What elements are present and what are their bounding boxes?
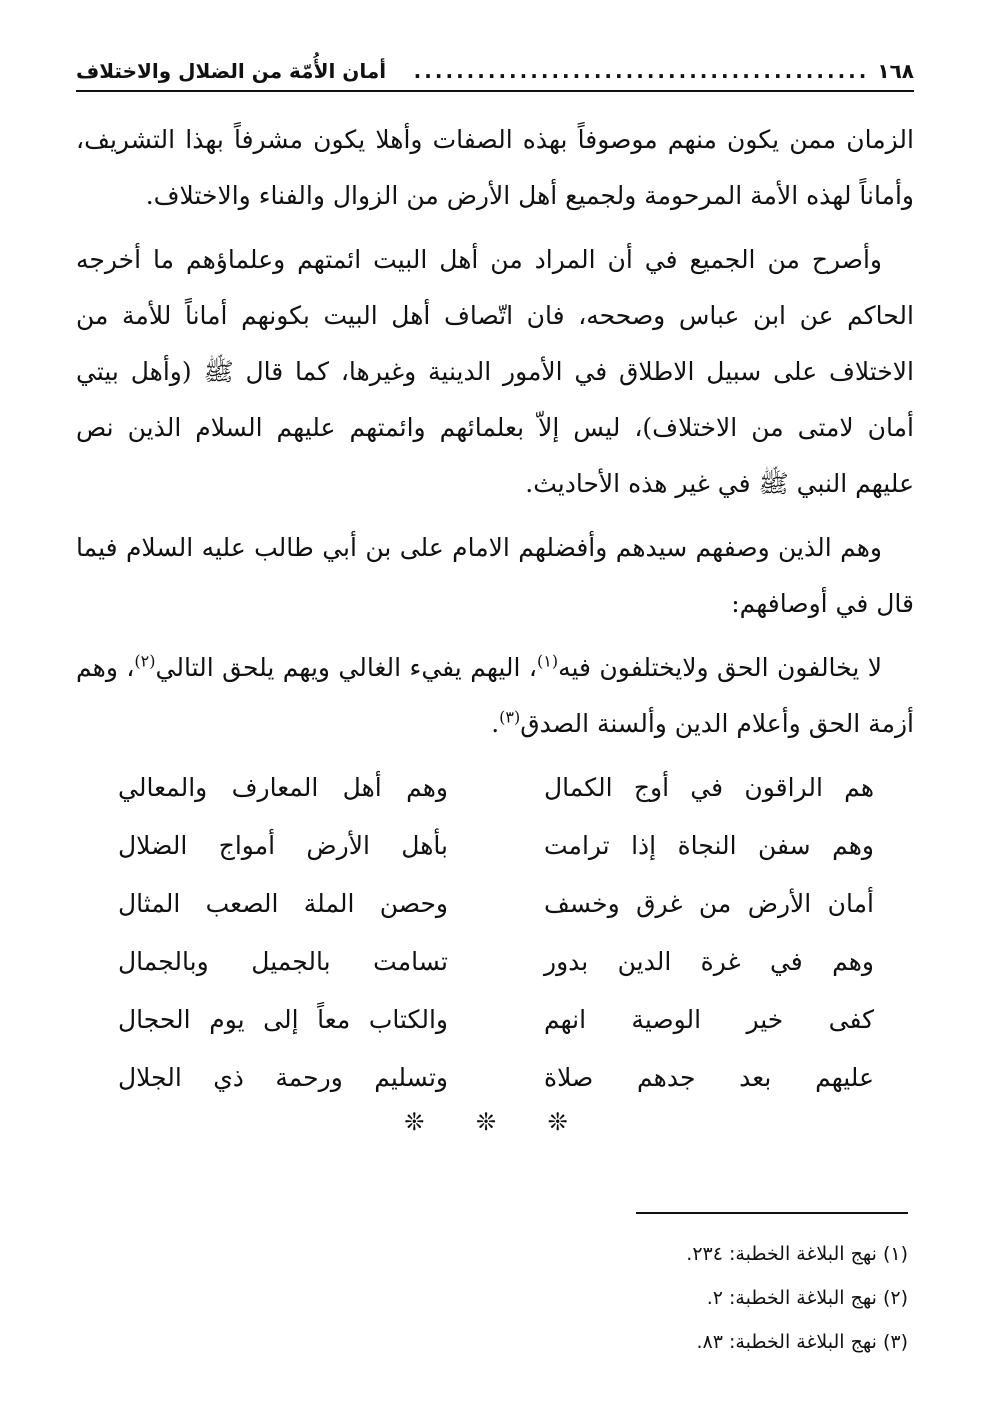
quote-part-2: ، اليهم يفيء الغالي ويهم يلحق التالي — [155, 653, 537, 682]
quote-paragraph — [76, 640, 914, 752]
main-text — [76, 112, 914, 760]
quote-part-1: لا يخالفون الحق ولايختلفون فيه — [558, 653, 882, 682]
verse-second-hemistich: وتسليم ورحمة ذي الجلال — [118, 1062, 448, 1092]
running-header — [76, 52, 914, 92]
poem-verse — [76, 758, 914, 816]
poem-verse — [76, 874, 914, 932]
verse-second-hemistich: بأهل الأرض أمواج الضلال — [118, 830, 448, 860]
verse-second-hemistich: وحصن الملة الصعب المثال — [118, 888, 448, 918]
verse-first-hemistich: وهم في غرة الدين بدور — [544, 946, 874, 976]
section-separator-stars: ❊ ❊ ❊ — [404, 1108, 590, 1136]
poem-verse — [76, 990, 914, 1048]
footnote-ref-2: (٢) — [134, 651, 156, 671]
page-number: ١٦٨ — [877, 59, 914, 83]
paragraph-3: وهم الذين وصفهم سيدهم وأفضلهم الامام على بن أبي طالب عليه السلام فيما قال في أوصافهم: — [76, 533, 914, 618]
quote-end: . — [491, 709, 500, 738]
paragraph-1: الزمان ممن يكون منهم موصوفاً بهذه الصفات وأهلا يكون مشرفاً بهذا التشريف، وأماناً لهذه الأمة المرحومة ولجميع أهل الأرض من الزوال والفناء والاختلاف. — [76, 125, 914, 210]
poem — [76, 758, 914, 1106]
poem-verse — [76, 1048, 914, 1106]
footnote-3: (٣) نهج البلاغة الخطبة: ٨٣. — [696, 1331, 908, 1353]
verse-second-hemistich: تسامت بالجميل وبالجمال — [118, 946, 448, 976]
verse-first-hemistich: كفى خير الوصية انهم — [544, 1004, 874, 1034]
footnotes — [208, 1232, 908, 1364]
poem-verse — [76, 816, 914, 874]
footnote-ref-1: (١) — [536, 651, 559, 671]
header-leader-dots: ........................................... — [413, 59, 870, 83]
footnote-2: (٢) نهج البلاغة الخطبة: ٢. — [706, 1287, 908, 1309]
footnote-divider — [636, 1212, 908, 1214]
verse-second-hemistich: والكتاب معاً إلى يوم الحجال — [118, 1004, 448, 1034]
footnote-1: (١) نهج البلاغة الخطبة: ٢٣٤. — [686, 1243, 908, 1265]
verse-first-hemistich: وهم سفن النجاة إذا ترامت — [544, 830, 874, 860]
running-title: أمان الأُمّة من الضلال والاختلاف — [76, 59, 387, 83]
paragraph-2: وأصرح من الجميع في أن المراد من أهل البيت ائمتهم وعلماؤهم ما أخرجه الحاكم عن ابن عباس وصححه، فان اتّصاف أهل البيت بكونهم أماناً للأمة من الاختلاف على سبيل الاطلاق في الأمور الدينية وغيرها، كما قال ﷺ (وأهل بيتي أمان لامتى من الاختلاف)، ليس إلاّ بعلمائهم وائمتهم عليهم السلام الذين نص عليهم النبي ﷺ في غير هذه الأحاديث. — [76, 245, 914, 498]
verse-second-hemistich: وهم أهل المعارف والمعالي — [118, 772, 448, 802]
footnote-ref-3: (٣) — [499, 707, 521, 727]
quote-part-3: ، وهم أزمة الحق وأعلام الدين وألسنة الصدق — [76, 653, 914, 738]
verse-first-hemistich: أمان الأرض من غرق وخسف — [544, 888, 874, 918]
verse-first-hemistich: عليهم بعد جدهم صلاة — [544, 1062, 874, 1092]
verse-first-hemistich: هم الراقون في أوج الكمال — [544, 772, 874, 802]
poem-verse — [76, 932, 914, 990]
